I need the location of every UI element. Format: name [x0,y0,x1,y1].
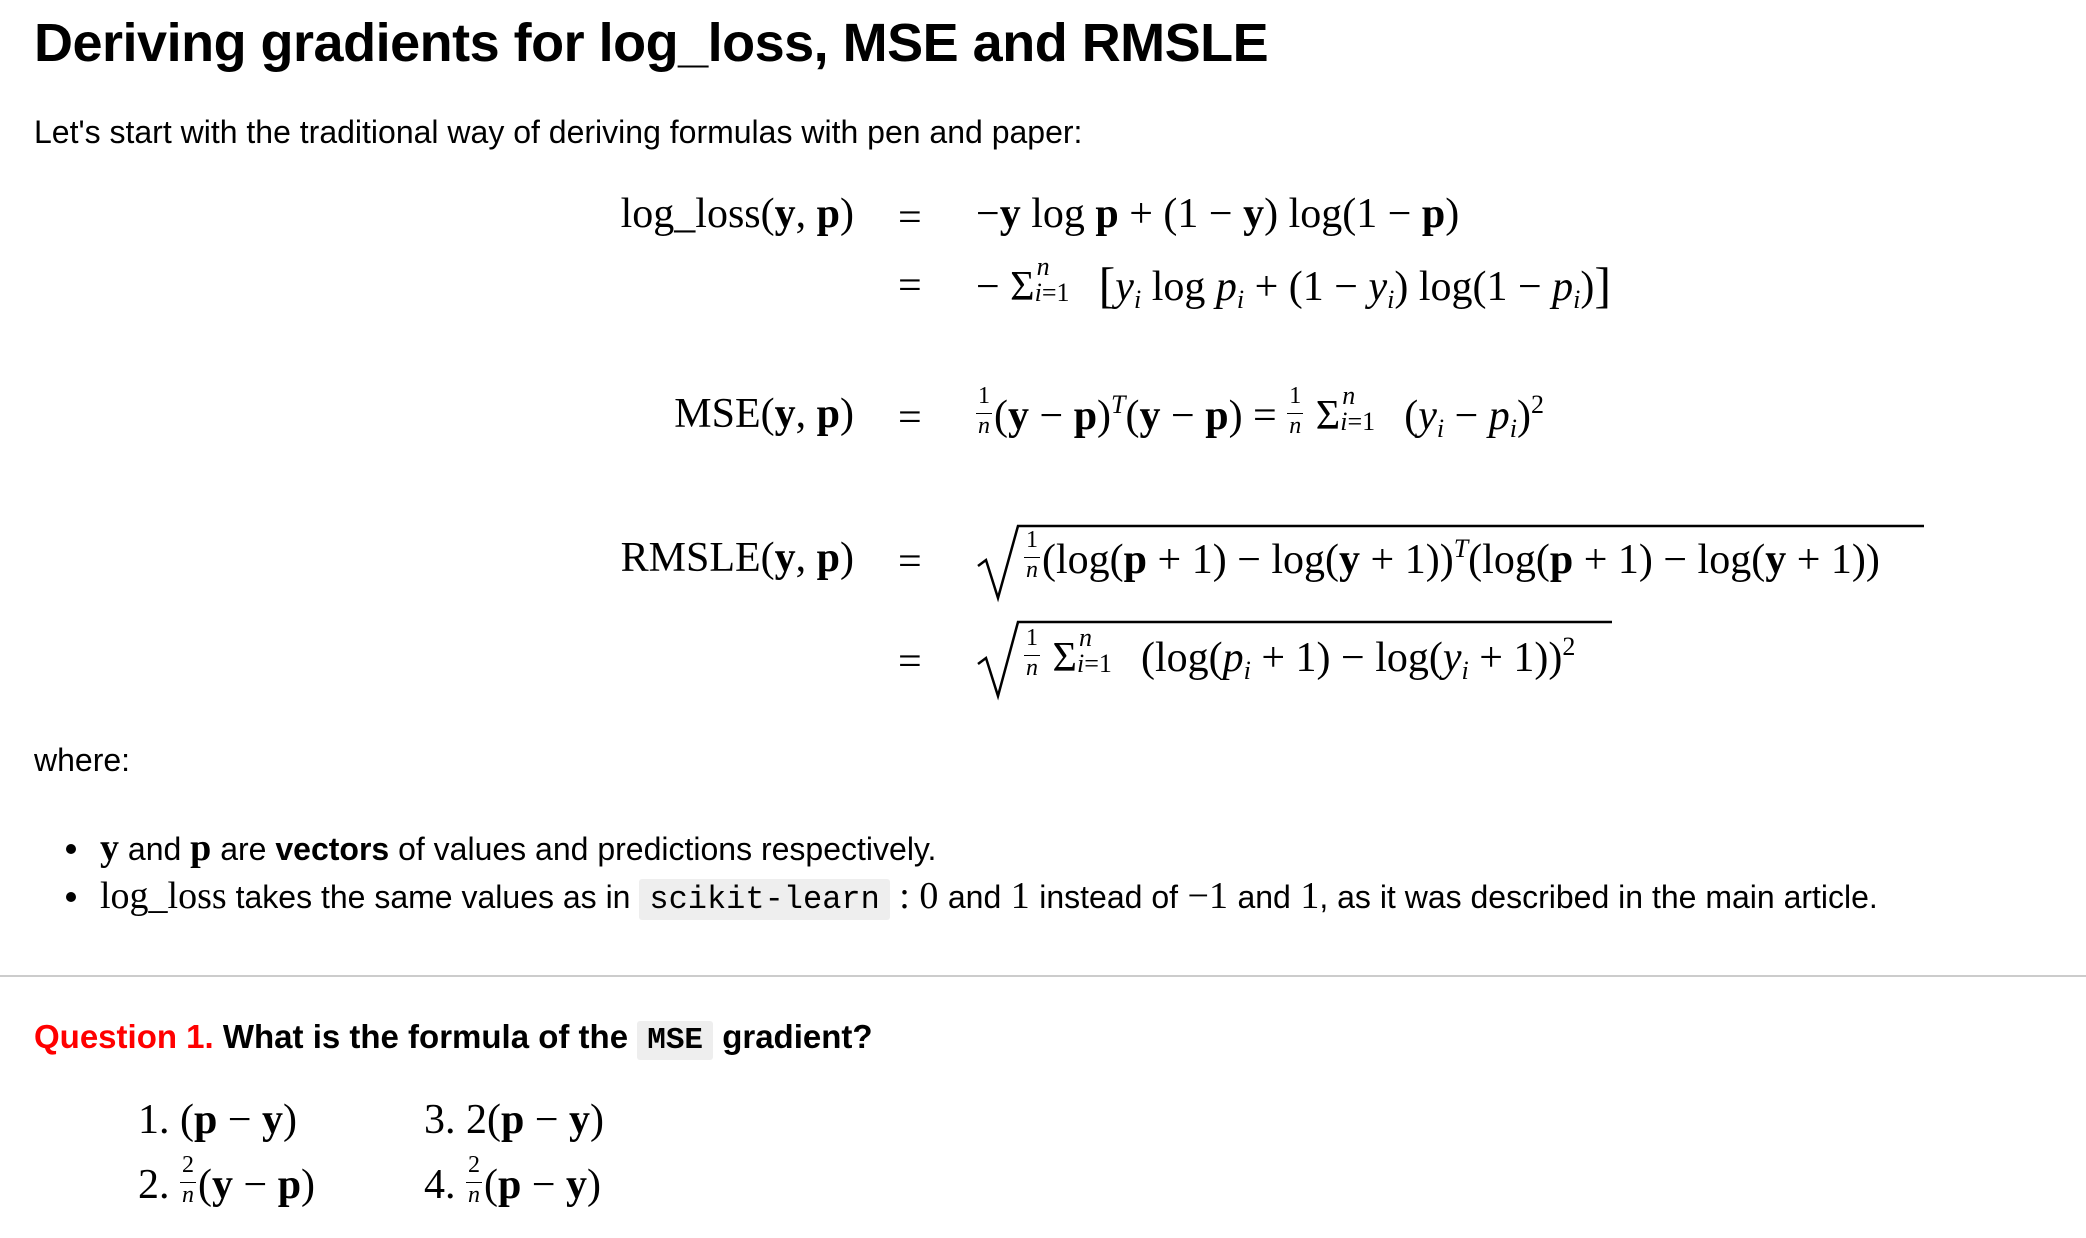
eq-sign: = [898,195,922,241]
bullet-item: log_loss takes the same values as in scikit-learn : 0 and 1 instead of −1 and 1, as it was described in the main article. [66,874,1878,918]
where-label: where: [34,742,131,778]
bullet-icon [66,892,76,902]
eq-sign: = [898,395,922,441]
eq-sign: = [898,639,922,685]
code-scikit-learn: scikit-learn [639,879,889,920]
eq-sign: = [898,539,922,585]
rmsle-lhs: RMSLE(y, p) [620,535,854,581]
question-heading: Question 1. What is the formula of the MSE gradient? [34,1018,873,1058]
logloss-lhs: log_loss(y, p) [620,191,854,237]
option-1: 1. (p − y) [138,1097,298,1143]
bullet-item: y and p are vectors of values and predictions respectively. [66,826,936,870]
mse-rhs: $\frac{1}{n}$ $(y - p)^T(y - p)$ = $\frac{1}{n}$ Σ n i=1 $(y_i - p_i)^2$ [978,381,1545,443]
eq-sign: = [898,263,922,309]
rmsle-rhs-1: $\frac{1}{n}$ $(\log(p + 1) - \log(y + 1))^T(\log(p + 1) - \log(y + 1))$ [1026,527,1880,583]
option-4: 4. $\frac{2}{n}$ (p − y) [424,1152,602,1208]
rmsle-rhs-2: $\frac{1}{n}$ Σ n i=1 $(\log(p_i + 1) - \log(y_i + 1))^2$ [1026,623,1576,685]
logloss-rhs-1: −y log p + (1 − y) log(1 − p) [976,191,1460,237]
mse-lhs: MSE(y, p) [674,391,854,437]
page-title: Deriving gradients for log_loss, MSE and RMSLE [34,13,1269,73]
option-2: 2. $\frac{2}{n}$ (y − p) [138,1152,316,1208]
bullet-icon [66,844,76,854]
intro-text: Let's start with the traditional way of deriving formulas with pen and paper: [34,114,1083,150]
divider [0,975,2086,977]
code-mse: MSE [637,1021,713,1060]
logloss-rhs-2: − Σ n i=1 [$y_i$ $\log p_i + (1 - y_i) \log(1 - p_i)$] [976,252,1612,314]
option-3: 3. 2(p − y) [424,1097,605,1143]
